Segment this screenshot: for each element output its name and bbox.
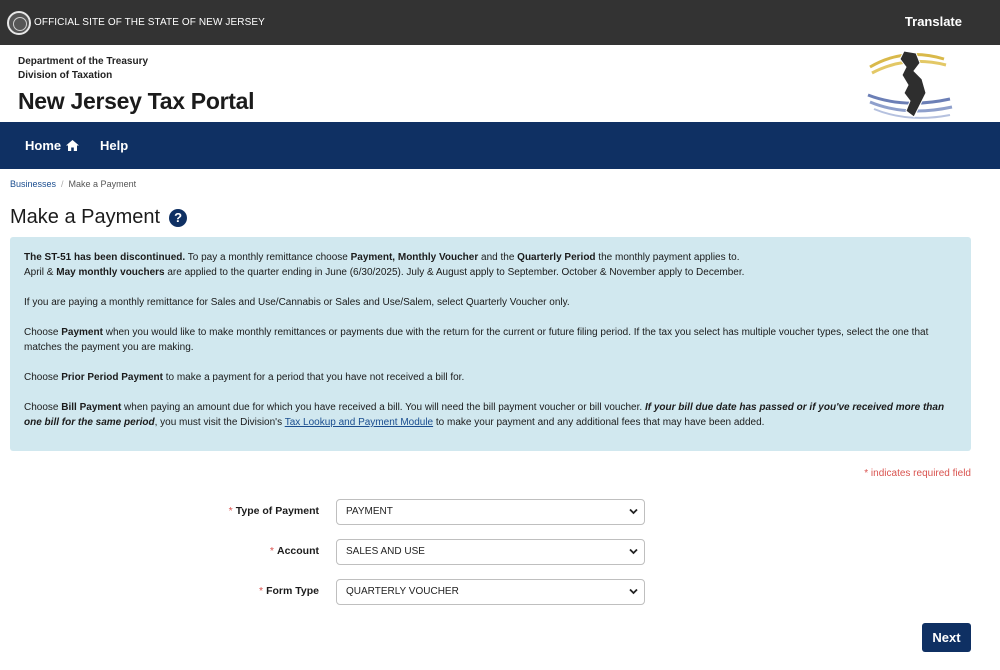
page-title xyxy=(10,206,187,229)
required-star: * xyxy=(228,505,233,517)
info-paragraph xyxy=(24,250,957,265)
department-name: Department of the Treasury xyxy=(18,56,149,67)
chevron-down-icon xyxy=(629,508,638,515)
nav-home[interactable] xyxy=(25,138,79,153)
account-row xyxy=(0,539,1000,565)
chevron-down-icon xyxy=(629,548,638,555)
info-paragraph xyxy=(24,325,957,355)
portal-title: New Jersey Tax Portal xyxy=(18,88,255,114)
info-paragraph: If you are paying a monthly remittance for Sales and Use/Cannabis or Sales and Use/Salem, select Quarterly Voucher only. xyxy=(24,297,570,308)
info-text: , you must visit the Division's xyxy=(154,417,285,428)
info-paragraph xyxy=(24,370,957,385)
home-icon xyxy=(66,140,79,151)
form-type-select[interactable] xyxy=(336,579,645,605)
nav-home-label: Home xyxy=(25,138,62,153)
main-navbar xyxy=(0,122,1000,169)
official-site-bar xyxy=(0,0,1000,45)
type-of-payment-row xyxy=(0,499,1000,525)
account-select[interactable] xyxy=(336,539,645,565)
question-circle-icon[interactable]: ? xyxy=(169,209,187,227)
payment-info-box xyxy=(10,237,971,451)
info-text: April & xyxy=(24,267,57,278)
nj-taxation-logo xyxy=(864,45,954,122)
info-text: and the xyxy=(478,252,518,263)
site-header xyxy=(0,45,1000,122)
required-star: * xyxy=(269,545,274,557)
required-star: * xyxy=(259,585,264,597)
label-text: Form Type xyxy=(266,585,319,597)
breadcrumb xyxy=(10,179,136,189)
info-bold: Quarterly Period xyxy=(517,252,596,263)
label-text: Account xyxy=(277,545,319,557)
account-label xyxy=(270,545,319,557)
info-text: Choose xyxy=(24,402,62,413)
info-bold: May monthly vouchers xyxy=(56,267,165,278)
info-text: To pay a monthly remittance choose xyxy=(185,252,351,263)
info-bold: Payment, Monthly Voucher xyxy=(350,252,479,263)
form-type-row xyxy=(0,579,1000,605)
nj-state-seal-icon xyxy=(7,11,31,35)
translate-link[interactable]: Translate xyxy=(904,14,962,29)
nav-help[interactable]: Help xyxy=(100,138,129,153)
info-bold-italic: If your bill due date has passed or if you've received more than one bill for the same period xyxy=(24,402,945,428)
official-site-text: OFFICIAL SITE OF THE STATE OF NEW JERSEY xyxy=(34,17,265,28)
info-bold: Bill Payment xyxy=(61,402,122,413)
page-title-text: Make a Payment xyxy=(10,206,161,228)
info-text: Choose xyxy=(24,327,62,338)
type-of-payment-select[interactable] xyxy=(336,499,645,525)
info-text: are applied to the quarter ending in June (6/30/2025). July & August apply to September. October & November apply to December. xyxy=(164,267,745,278)
form-type-label xyxy=(259,585,319,597)
select-value: PAYMENT xyxy=(346,506,393,517)
info-text: Choose xyxy=(24,372,62,383)
info-paragraph xyxy=(24,400,957,430)
type-of-payment-label xyxy=(229,505,319,517)
label-text: Type of Payment xyxy=(235,505,319,517)
tax-lookup-link[interactable]: Tax Lookup and Payment Module xyxy=(284,417,434,428)
division-name: Division of Taxation xyxy=(18,70,113,81)
info-bold: The ST-51 has been discontinued. xyxy=(24,252,186,263)
info-bold: Payment xyxy=(61,327,103,338)
next-button[interactable]: Next xyxy=(922,623,971,652)
select-value: QUARTERLY VOUCHER xyxy=(346,586,459,597)
info-paragraph xyxy=(24,265,957,280)
breadcrumb-current: Make a Payment xyxy=(68,179,137,189)
info-text: when you would like to make monthly remittances or payments due with the return for the current or future filing period. If the tax you select has multiple voucher types, select the one that matches the payment you are making. xyxy=(24,327,929,353)
select-value: SALES AND USE xyxy=(346,546,425,557)
info-text: to make your payment and any additional fees that may have been added. xyxy=(433,417,765,428)
info-text: to make a payment for a period that you have not received a bill for. xyxy=(162,372,465,383)
breadcrumb-businesses[interactable]: Businesses xyxy=(10,179,57,189)
info-text: the monthly payment applies to. xyxy=(595,252,740,263)
info-text: when paying an amount due for which you have received a bill. You will need the bill payment voucher or bill voucher. xyxy=(121,402,645,413)
required-field-note: * indicates required field xyxy=(864,468,971,479)
chevron-down-icon xyxy=(629,588,638,595)
info-bold: Prior Period Payment xyxy=(61,372,163,383)
breadcrumb-separator: / xyxy=(61,179,64,189)
